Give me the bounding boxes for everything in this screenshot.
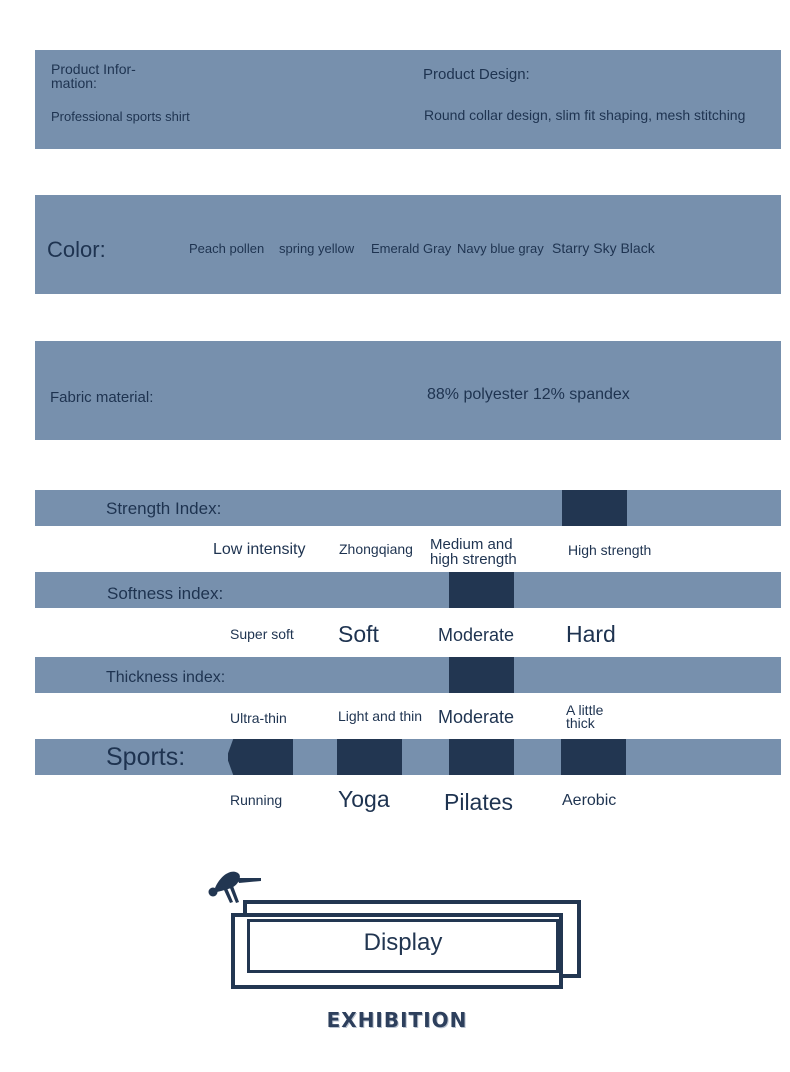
sports-item: Aerobic — [562, 792, 617, 809]
color-option[interactable]: Emerald Gray — [371, 241, 452, 256]
sports-item: Pilates — [444, 789, 514, 815]
sports-selected-marker-running — [228, 739, 293, 775]
sports-label: Sports: — [106, 743, 186, 771]
thickness-level: Light and thin — [338, 708, 423, 724]
strength-index-label: Strength Index: — [106, 499, 222, 518]
product-design-value: Round collar design, slim fit shaping, mesh stitching — [424, 107, 746, 123]
softness-level: Super soft — [230, 626, 294, 642]
strength-level: Medium and high strength — [430, 536, 517, 568]
sports-selected-marker-aerobic — [561, 739, 626, 775]
thickness-level: A little thick — [566, 702, 604, 731]
strength-level: Zhongqiang — [339, 541, 413, 557]
softness-level: Hard — [566, 621, 616, 647]
thickness-selected-marker — [449, 657, 514, 693]
color-label: Color: — [47, 237, 106, 262]
sports-item: Running — [230, 792, 283, 808]
strength-level: Low intensity — [213, 541, 306, 558]
product-design-label: Product Design: — [423, 66, 530, 83]
exhibition-caption: EXHIBITION — [326, 1008, 468, 1032]
softness-index-label: Softness index: — [107, 584, 224, 603]
softness-selected-marker — [449, 572, 514, 608]
sports-item: Yoga — [338, 786, 390, 812]
strength-level: High strength — [568, 542, 652, 558]
fabric-value: 88% polyester 12% spandex — [427, 386, 630, 403]
thickness-index-label: Thickness index: — [106, 669, 226, 686]
softness-level: Moderate — [438, 625, 515, 645]
product-info-label: Product Infor-mation: — [51, 61, 136, 91]
product-info-value: Professional sports shirt — [51, 109, 190, 124]
thickness-level: Moderate — [438, 707, 515, 727]
fabric-label: Fabric material: — [50, 389, 154, 406]
softness-level: Soft — [338, 621, 379, 647]
color-option[interactable]: Starry Sky Black — [552, 240, 655, 256]
sports-selected-marker-yoga — [337, 739, 402, 775]
color-option[interactable]: Peach pollen — [189, 241, 265, 256]
thickness-level: Ultra-thin — [230, 710, 287, 726]
strength-selected-marker — [562, 490, 627, 526]
sports-selected-marker-pilates — [449, 739, 514, 775]
color-option[interactable]: spring yellow — [279, 241, 355, 256]
display-button[interactable]: Display — [363, 929, 443, 956]
color-option[interactable]: Navy blue gray — [457, 241, 544, 256]
